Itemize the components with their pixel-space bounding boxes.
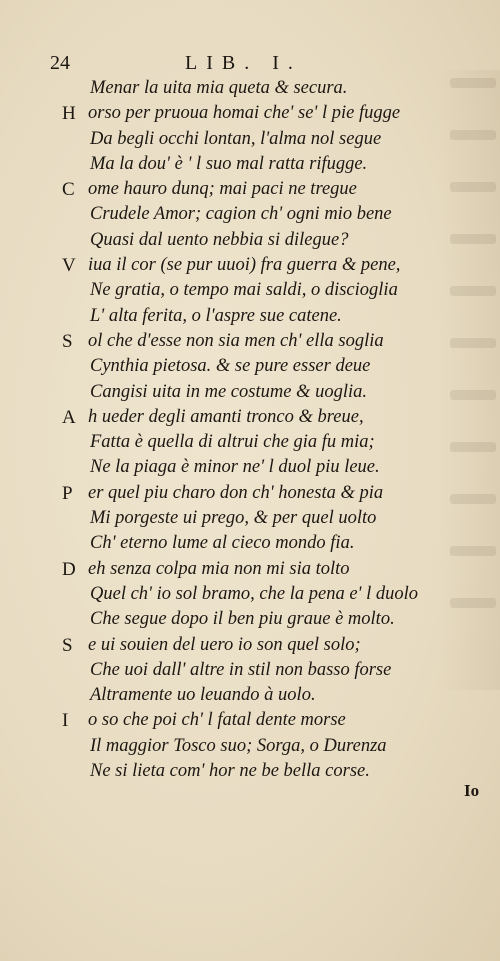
verse-line bbox=[0, 557, 500, 582]
verse-text: Altramente uo leuando à uolo. bbox=[90, 685, 316, 706]
verse-text: iua il cor (se pur uuoi) fra guerra & pene, bbox=[88, 255, 401, 276]
verse-text: Da begli occhi lontan, l'alma nol segue bbox=[90, 128, 382, 149]
verse-text: Ne la piaga è minor ne' l duol piu leue. bbox=[90, 457, 380, 478]
verse-line bbox=[0, 658, 500, 683]
verse-text: L' alta ferita, o l'aspre sue catene. bbox=[90, 305, 342, 326]
verse-text: ome hauro dunq; mai paci ne tregue bbox=[88, 179, 357, 200]
verse-text: Ne gratia, o tempo mai saldi, o discioglia bbox=[90, 280, 398, 301]
verse-text: Il maggior Tosco suo; Sorga, o Durenza bbox=[90, 735, 387, 756]
verse-text: Fatta è quella di altrui che gia fu mia; bbox=[90, 432, 375, 453]
stanza-initial: I bbox=[62, 710, 69, 732]
stanza-initial: A bbox=[62, 406, 76, 428]
verse-line bbox=[0, 127, 500, 152]
page-header bbox=[0, 48, 500, 78]
verse-line bbox=[0, 506, 500, 531]
verse-text: Crudele Amor; cagion ch' ogni mio bene bbox=[90, 204, 392, 225]
verse-line bbox=[0, 354, 500, 379]
stanza-initial: C bbox=[62, 179, 75, 201]
verse-text: Ma la dou' è ' l suo mal ratta rifugge. bbox=[90, 153, 368, 174]
verse-line bbox=[0, 455, 500, 480]
verse-line bbox=[0, 202, 500, 227]
verse-text: Menar la uita mia queta & secura. bbox=[90, 78, 348, 98]
stanza-initial: S bbox=[62, 634, 73, 656]
verse-line bbox=[0, 101, 500, 126]
verse-text: Quasi dal uento nebbia si dilegue? bbox=[90, 229, 349, 250]
verse-line bbox=[0, 405, 500, 430]
poem-text bbox=[0, 76, 500, 784]
verse-text: Cynthia pietosa. & se pure esser deue bbox=[90, 356, 371, 377]
stanza-initial: H bbox=[62, 103, 76, 125]
verse-line bbox=[0, 380, 500, 405]
verse-line bbox=[0, 759, 500, 784]
verse-line bbox=[0, 278, 500, 303]
verse-text: Ne si lieta com' hor ne be bella corse. bbox=[90, 761, 370, 782]
verse-line bbox=[0, 228, 500, 253]
verse-text: Quel ch' io sol bramo, che la pena e' l duolo bbox=[90, 583, 419, 604]
verse-text: o so che poi ch' l fatal dente morse bbox=[88, 710, 346, 731]
verse-line bbox=[0, 430, 500, 455]
verse-line bbox=[0, 607, 500, 632]
verse-line bbox=[0, 481, 500, 506]
running-head: LIB. I. bbox=[185, 52, 302, 74]
verse-line bbox=[0, 582, 500, 607]
stanza-initial: D bbox=[62, 558, 76, 580]
verse-line bbox=[0, 734, 500, 759]
verse-text: ol che d'esse non sia men ch' ella soglia bbox=[88, 330, 384, 351]
verse-line bbox=[0, 708, 500, 733]
stanza-initial: V bbox=[62, 255, 76, 277]
verse-line bbox=[0, 531, 500, 556]
verse-text: Che segue dopo il ben piu graue è molto. bbox=[90, 609, 395, 630]
verse-text: orso per pruoua homai che' se' l pie fugge bbox=[88, 103, 401, 124]
verse-text: Ch' eterno lume al cieco mondo fia. bbox=[90, 533, 355, 554]
verse-line bbox=[0, 304, 500, 329]
stanza-initial: P bbox=[62, 482, 73, 504]
catchword: Io bbox=[464, 781, 480, 800]
verse-line bbox=[0, 329, 500, 354]
verse-text: Mi porgeste ui prego, & per quel uolto bbox=[90, 508, 377, 529]
verse-text: er quel piu charo don ch' honesta & pia bbox=[88, 482, 384, 503]
verse-line bbox=[0, 633, 500, 658]
verse-text: Cangisi uita in me costume & uoglia. bbox=[90, 381, 367, 402]
verse-line bbox=[0, 177, 500, 202]
verse-text: h ueder degli amanti tronco & breue, bbox=[88, 406, 364, 427]
verse-text: e ui souien del uero io son quel solo; bbox=[88, 634, 361, 655]
stanza-initial: S bbox=[62, 330, 73, 352]
verse-line bbox=[0, 683, 500, 708]
verse-text: eh senza colpa mia non mi sia tolto bbox=[88, 558, 350, 579]
verse-text: Che uoi dall' altre in stil non basso forse bbox=[90, 659, 392, 680]
verse-line bbox=[0, 152, 500, 177]
verse-line bbox=[0, 76, 500, 101]
page-number: 24 bbox=[50, 52, 70, 74]
verse-line bbox=[0, 253, 500, 278]
